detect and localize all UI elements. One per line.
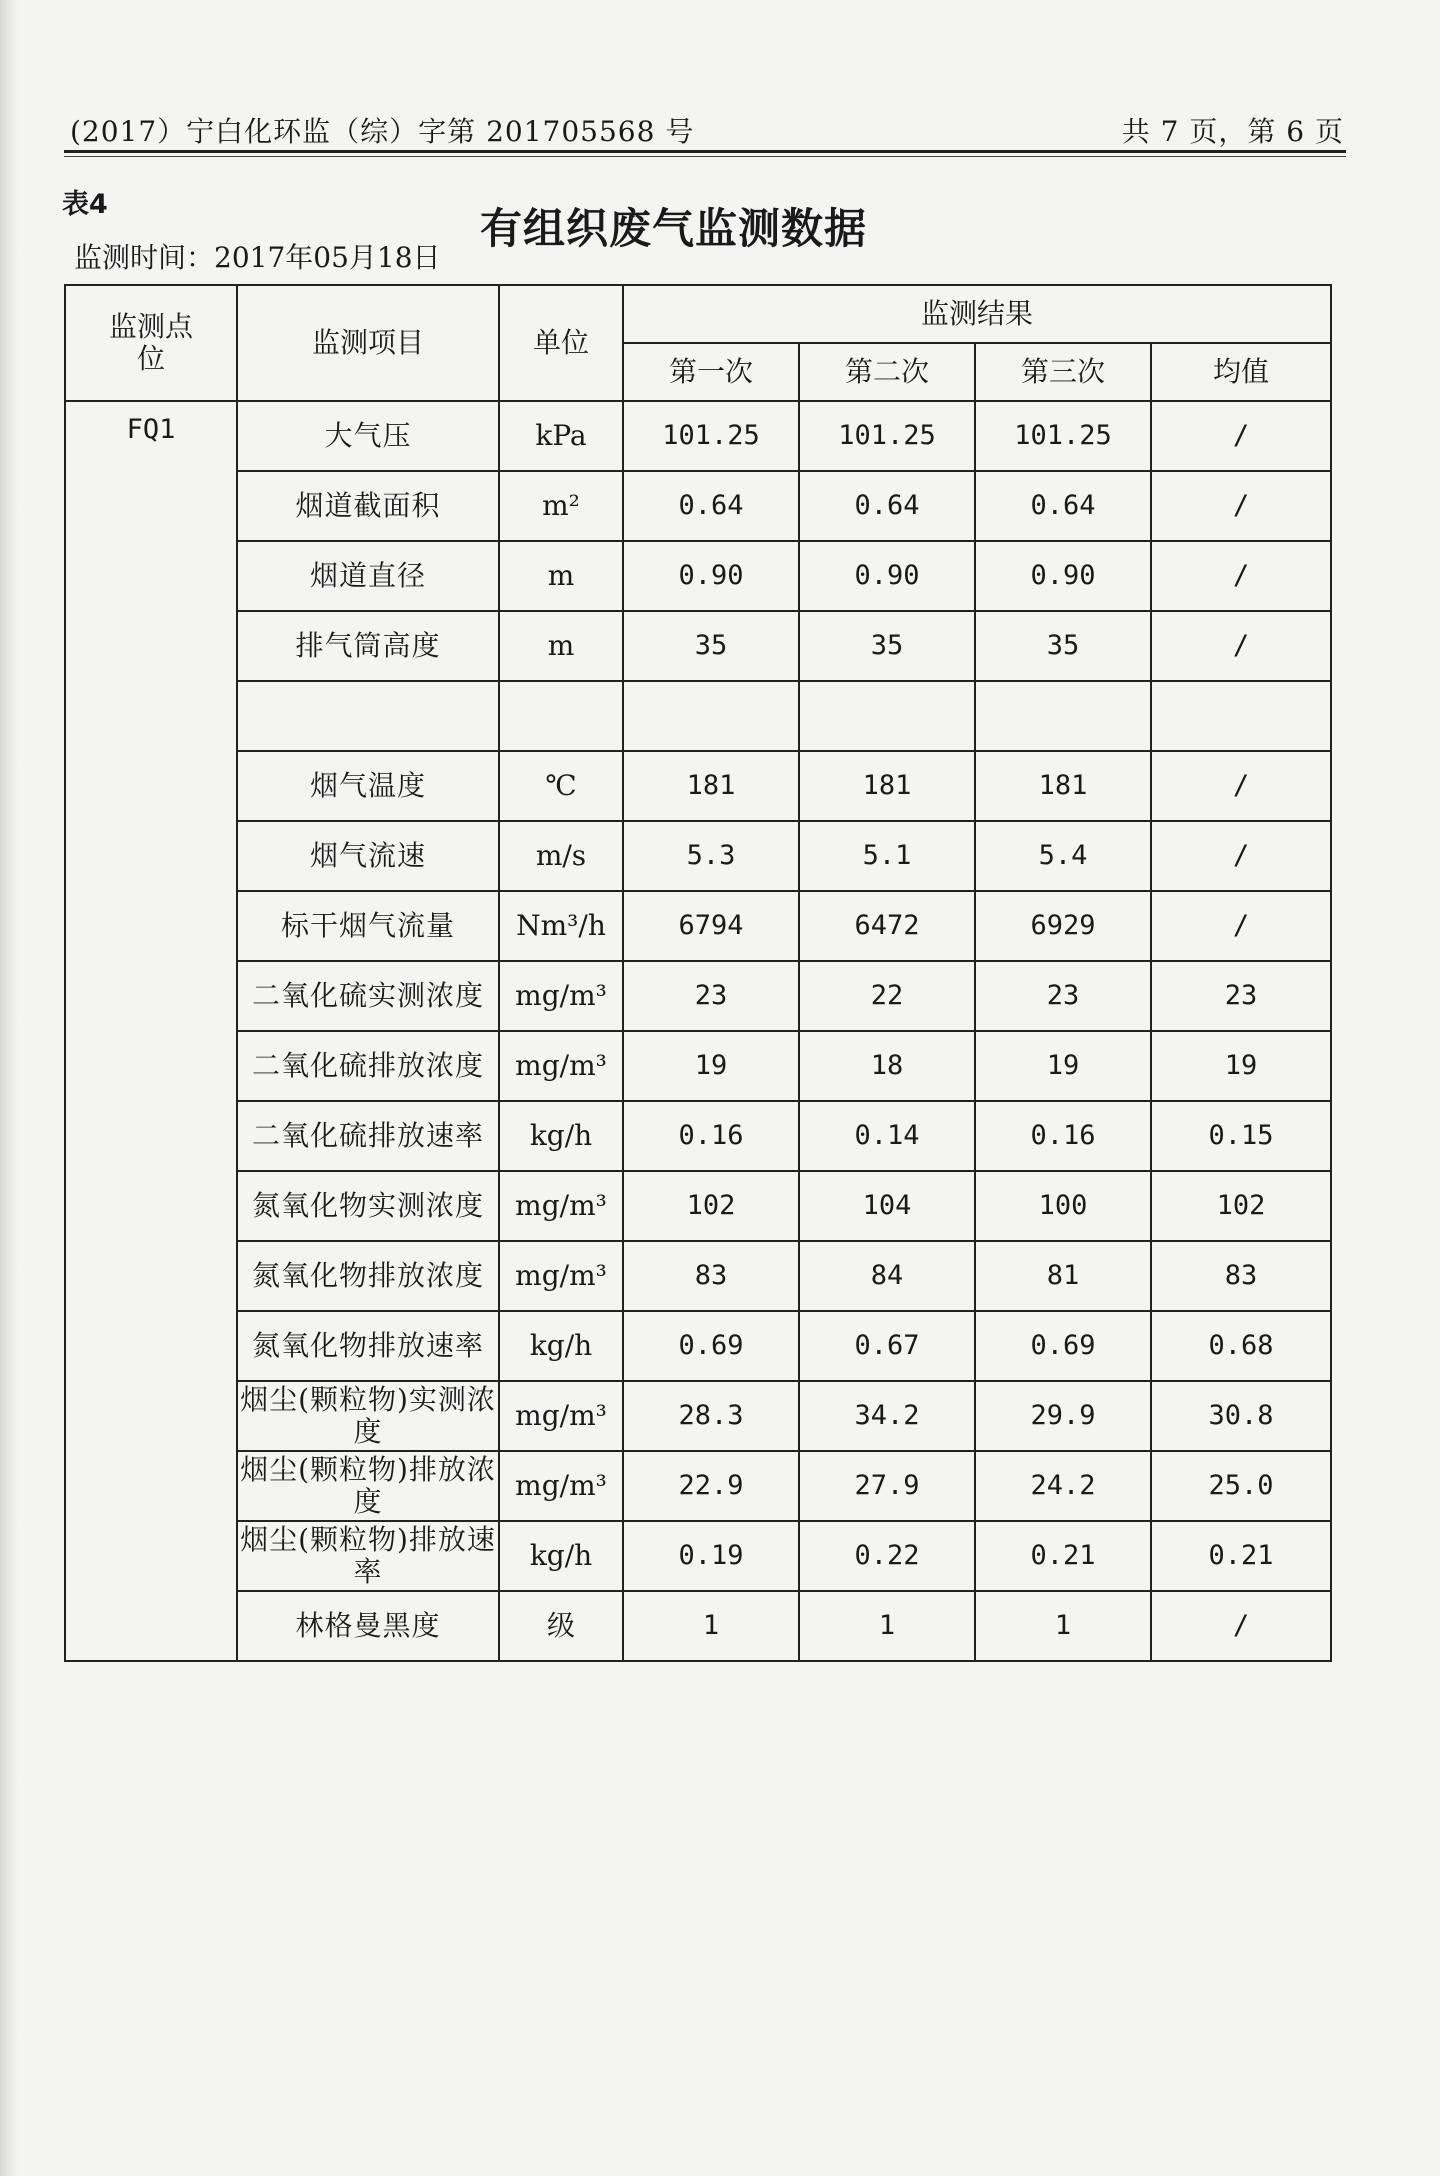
second-value-cell: 22 [799,961,975,1031]
item-cell: 烟尘(颗粒物)排放速率 [237,1521,499,1591]
item-cell: 烟尘(颗粒物)排放浓度 [237,1451,499,1521]
first-value-cell: 181 [623,751,799,821]
third-value-cell [975,681,1151,751]
unit-cell: ℃ [499,751,623,821]
third-value-cell: 181 [975,751,1151,821]
item-cell: 烟道截面积 [237,471,499,541]
first-value-cell: 19 [623,1031,799,1101]
item-cell: 排气筒高度 [237,611,499,681]
table-row [65,681,1331,751]
average-value-cell: 83 [1151,1241,1331,1311]
unit-cell: m [499,541,623,611]
first-value-cell: 0.64 [623,471,799,541]
unit-cell: kg/h [499,1521,623,1591]
table-row [65,1451,1331,1521]
average-value-cell: 0.21 [1151,1521,1331,1591]
average-value-cell: / [1151,401,1331,471]
third-value-cell: 0.90 [975,541,1151,611]
average-value-cell: / [1151,611,1331,681]
table-row [65,611,1331,681]
item-cell: 氮氧化物实测浓度 [237,1171,499,1241]
third-value-cell: 5.4 [975,821,1151,891]
second-value-cell: 18 [799,1031,975,1101]
average-value-cell: 23 [1151,961,1331,1031]
first-value-cell: 22.9 [623,1451,799,1521]
third-value-cell: 0.21 [975,1521,1151,1591]
average-value-cell: 25.0 [1151,1451,1331,1521]
second-value-cell: 104 [799,1171,975,1241]
third-value-cell: 19 [975,1031,1151,1101]
third-value-cell: 6929 [975,891,1151,961]
third-value-cell: 1 [975,1591,1151,1661]
third-value-cell: 101.25 [975,401,1151,471]
second-value-cell: 0.64 [799,471,975,541]
table-row [65,1241,1331,1311]
station-cell: FQ1 [65,401,237,1661]
header-first: 第一次 [623,343,799,401]
table-row [65,1311,1331,1381]
table-row [65,541,1331,611]
header-unit: 单位 [499,285,623,401]
header-rule-thin [64,156,1346,157]
item-cell: 氮氧化物排放浓度 [237,1241,499,1311]
unit-cell: Nm³/h [499,891,623,961]
header-second: 第二次 [799,343,975,401]
second-value-cell: 34.2 [799,1381,975,1451]
item-cell: 烟道直径 [237,541,499,611]
first-value-cell: 101.25 [623,401,799,471]
table-label: 表4 [62,189,108,220]
second-value-cell: 35 [799,611,975,681]
third-value-cell: 0.16 [975,1101,1151,1171]
first-value-cell: 0.90 [623,541,799,611]
table-body [65,401,1331,1661]
unit-cell: mg/m³ [499,1241,623,1311]
unit-cell: mg/m³ [499,1451,623,1521]
header-results: 监测结果 [623,285,1331,343]
table-row [65,471,1331,541]
table-row [65,821,1331,891]
table-row [65,891,1331,961]
second-value-cell: 27.9 [799,1451,975,1521]
table-row [65,751,1331,821]
first-value-cell: 23 [623,961,799,1031]
unit-cell: m [499,611,623,681]
second-value-cell: 0.90 [799,541,975,611]
monitor-date: 监测时间：2017年05月18日 [74,241,441,274]
average-value-cell: 102 [1151,1171,1331,1241]
page-title: 有组织废气监测数据 [480,204,868,253]
item-cell: 烟气温度 [237,751,499,821]
table-row [65,1381,1331,1451]
third-value-cell: 81 [975,1241,1151,1311]
item-cell: 二氧化硫实测浓度 [237,961,499,1031]
first-value-cell: 0.19 [623,1521,799,1591]
table-row [65,1591,1331,1661]
average-value-cell: / [1151,821,1331,891]
unit-cell: 级 [499,1591,623,1661]
second-value-cell [799,681,975,751]
unit-cell: mg/m³ [499,1031,623,1101]
monitoring-data-table [64,284,1332,1662]
first-value-cell: 102 [623,1171,799,1241]
first-value-cell: 5.3 [623,821,799,891]
first-value-cell: 0.69 [623,1311,799,1381]
document-number: (2017）宁白化环监（综）字第 201705568 号 [70,115,695,148]
second-value-cell: 101.25 [799,401,975,471]
third-value-cell: 100 [975,1171,1151,1241]
first-value-cell [623,681,799,751]
table-row [65,1101,1331,1171]
unit-cell: mg/m³ [499,961,623,1031]
unit-cell: mg/m³ [499,1381,623,1451]
item-cell: 林格曼黑度 [237,1591,499,1661]
third-value-cell: 29.9 [975,1381,1151,1451]
item-cell: 二氧化硫排放速率 [237,1101,499,1171]
second-value-cell: 6472 [799,891,975,961]
average-value-cell: 0.68 [1151,1311,1331,1381]
average-value-cell: / [1151,1591,1331,1661]
item-cell: 烟气流速 [237,821,499,891]
table-row [65,401,1331,471]
second-value-cell: 84 [799,1241,975,1311]
first-value-cell: 35 [623,611,799,681]
third-value-cell: 24.2 [975,1451,1151,1521]
page-edge-shadow [0,0,18,2176]
page-info: 共 7 页，第 6 页 [1121,115,1344,148]
header-third: 第三次 [975,343,1151,401]
first-value-cell: 0.16 [623,1101,799,1171]
average-value-cell: / [1151,471,1331,541]
item-cell: 标干烟气流量 [237,891,499,961]
table-row [65,1031,1331,1101]
unit-cell: m² [499,471,623,541]
item-cell: 氮氧化物排放速率 [237,1311,499,1381]
item-cell: 二氧化硫排放浓度 [237,1031,499,1101]
table-row [65,1521,1331,1591]
item-cell: 大气压 [237,401,499,471]
table-row [65,961,1331,1031]
second-value-cell: 0.14 [799,1101,975,1171]
average-value-cell: 30.8 [1151,1381,1331,1451]
header-item: 监测项目 [237,285,499,401]
second-value-cell: 5.1 [799,821,975,891]
header-rule [64,150,1346,153]
third-value-cell: 0.69 [975,1311,1151,1381]
item-cell: 烟尘(颗粒物)实测浓度 [237,1381,499,1451]
third-value-cell: 35 [975,611,1151,681]
average-value-cell [1151,681,1331,751]
unit-cell: kPa [499,401,623,471]
unit-cell [499,681,623,751]
average-value-cell: 0.15 [1151,1101,1331,1171]
first-value-cell: 6794 [623,891,799,961]
table-row [65,1171,1331,1241]
header-average: 均值 [1151,343,1331,401]
third-value-cell: 23 [975,961,1151,1031]
average-value-cell: 19 [1151,1031,1331,1101]
unit-cell: m/s [499,821,623,891]
average-value-cell: / [1151,751,1331,821]
average-value-cell: / [1151,891,1331,961]
second-value-cell: 181 [799,751,975,821]
unit-cell: kg/h [499,1311,623,1381]
second-value-cell: 0.22 [799,1521,975,1591]
third-value-cell: 0.64 [975,471,1151,541]
unit-cell: mg/m³ [499,1171,623,1241]
first-value-cell: 83 [623,1241,799,1311]
unit-cell: kg/h [499,1101,623,1171]
first-value-cell: 1 [623,1591,799,1661]
first-value-cell: 28.3 [623,1381,799,1451]
second-value-cell: 0.67 [799,1311,975,1381]
second-value-cell: 1 [799,1591,975,1661]
average-value-cell: / [1151,541,1331,611]
header-station: 监测点位 [65,285,237,401]
item-cell [237,681,499,751]
